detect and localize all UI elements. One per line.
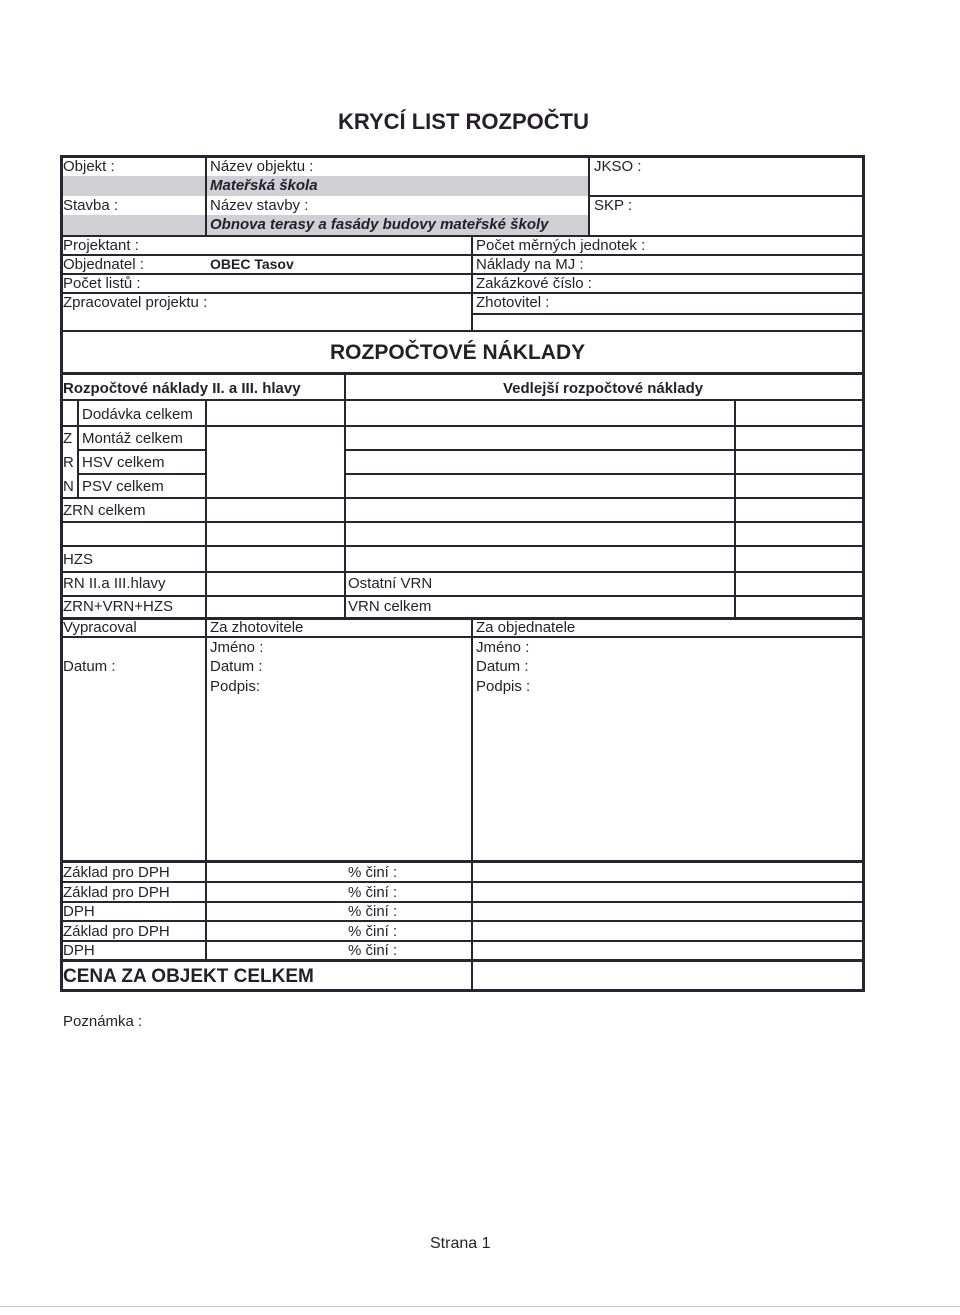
- costs-heading: ROZPOČTOVÉ NÁKLADY: [330, 341, 586, 364]
- line: [60, 636, 865, 638]
- hsv-label: HSV celkem: [82, 454, 165, 471]
- line: [77, 449, 206, 451]
- z-letter: Z: [63, 430, 73, 447]
- hzs-label: HZS: [63, 551, 93, 568]
- zpracovatel-label: Zpracovatel projektu :: [63, 294, 208, 311]
- line: [60, 497, 865, 499]
- objednatel-label: Objednatel :: [63, 256, 144, 273]
- line: [205, 862, 207, 960]
- projektant-label: Projektant :: [63, 237, 139, 254]
- line: [60, 425, 865, 427]
- frame-bottom: [60, 989, 865, 992]
- pocet-listu-label: Počet listů :: [63, 275, 141, 292]
- line: [205, 157, 207, 236]
- datum-zhotovitel: Datum :: [210, 658, 263, 675]
- podpis-objednatel: Podpis :: [476, 678, 531, 695]
- n-letter: N: [63, 478, 74, 495]
- total-label: CENA ZA OBJEKT CELKEM: [63, 966, 314, 987]
- tax-row-label: DPH: [63, 942, 95, 959]
- zhotovitel-label: Zhotovitel :: [476, 294, 550, 311]
- line: [345, 449, 864, 451]
- line: [471, 236, 473, 330]
- r-letter: R: [63, 454, 74, 471]
- vypracoval-label: Vypracoval: [63, 619, 137, 636]
- podpis-zhotovitel: Podpis:: [210, 678, 261, 695]
- za-objednatele-label: Za objednatele: [476, 619, 576, 636]
- page-number: Strana 1: [430, 1235, 491, 1252]
- tax-row-pct: % činí :: [348, 864, 398, 881]
- line: [77, 473, 206, 475]
- jmeno-objednatel: Jméno :: [476, 639, 530, 656]
- zrn-label: ZRN celkem: [63, 502, 146, 519]
- tax-row-pct: % činí :: [348, 923, 398, 940]
- line: [60, 881, 865, 883]
- jkso-label: JKSO :: [594, 158, 642, 175]
- dodavka-label: Dodávka celkem: [82, 406, 193, 423]
- zakazkove-cislo-label: Zakázkové číslo :: [476, 275, 592, 292]
- line: [60, 571, 865, 573]
- page-title: KRYCÍ LIST ROZPOČTU: [338, 109, 589, 134]
- line: [60, 372, 865, 375]
- stavba-label: Stavba :: [63, 197, 119, 214]
- naklady-mj-label: Náklady na MJ :: [476, 256, 584, 273]
- line: [60, 940, 865, 942]
- skp-label: SKP :: [594, 197, 633, 214]
- line: [60, 920, 865, 922]
- nazev-stavby-value: Obnova terasy a fasády budovy mateřské školy: [210, 216, 549, 233]
- objednatel-value: OBEC Tasov: [210, 256, 294, 272]
- right-costs-heading: Vedlejší rozpočtové náklady: [503, 380, 704, 397]
- nazev-stavby-label: Název stavby :: [210, 197, 309, 214]
- tax-row-pct: % činí :: [348, 884, 398, 901]
- line: [60, 235, 865, 237]
- line: [60, 399, 865, 401]
- line: [588, 157, 590, 236]
- nazev-objektu-value: Mateřská škola: [210, 177, 318, 194]
- tax-row-label: Základ pro DPH: [63, 884, 170, 901]
- line: [205, 619, 207, 861]
- line: [471, 619, 473, 861]
- line: [60, 545, 865, 547]
- frame-top: [60, 155, 865, 158]
- datum-vypracoval: Datum :: [63, 658, 116, 675]
- tax-row-pct: % činí :: [348, 942, 398, 959]
- scan-edge-line: [0, 1306, 960, 1307]
- psv-label: PSV celkem: [82, 478, 164, 495]
- line: [60, 254, 865, 256]
- tax-row-label: Základ pro DPH: [63, 864, 170, 881]
- za-zhotovitele-label: Za zhotovitele: [210, 619, 304, 636]
- pocet-mernych-label: Počet měrných jednotek :: [476, 237, 646, 254]
- line: [734, 400, 736, 619]
- line: [60, 860, 865, 863]
- line: [60, 959, 865, 962]
- jmeno-zhotovitel: Jméno :: [210, 639, 264, 656]
- montaz-label: Montáž celkem: [82, 430, 183, 447]
- line: [471, 313, 864, 315]
- line: [345, 473, 864, 475]
- line: [60, 330, 865, 332]
- left-costs-heading: Rozpočtové náklady II. a III. hlavy: [63, 380, 301, 397]
- line: [60, 273, 865, 275]
- objekt-name-shade: [62, 176, 588, 196]
- zrn-vrn-hzs-label: ZRN+VRN+HZS: [63, 598, 174, 615]
- objekt-label: Objekt :: [63, 158, 115, 175]
- vrn-celkem-label: VRN celkem: [348, 598, 432, 615]
- frame-right: [862, 155, 865, 992]
- ostatni-vrn-label: Ostatní VRN: [348, 575, 433, 592]
- rn-label: RN II.a III.hlavy: [63, 575, 166, 592]
- line: [60, 617, 865, 620]
- line: [60, 521, 865, 523]
- datum-objednatel: Datum :: [476, 658, 529, 675]
- line: [60, 901, 865, 903]
- poznamka-label: Poznámka :: [63, 1013, 143, 1030]
- nazev-objektu-label: Název objektu :: [210, 158, 314, 175]
- line: [60, 595, 865, 597]
- line: [205, 400, 207, 619]
- tax-row-label: Základ pro DPH: [63, 923, 170, 940]
- tax-row-label: DPH: [63, 903, 95, 920]
- tax-row-pct: % činí :: [348, 903, 398, 920]
